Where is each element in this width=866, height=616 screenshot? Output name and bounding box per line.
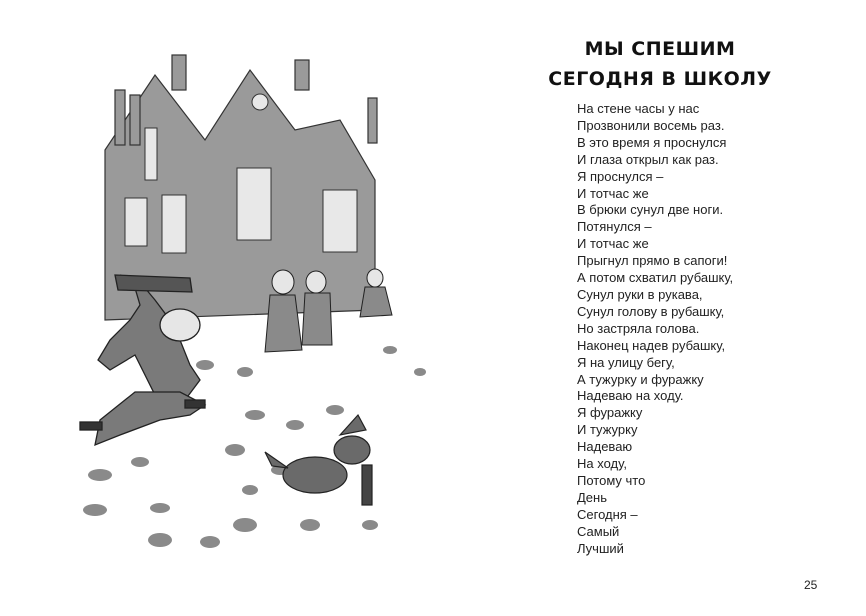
poem-line: Я фуражку (577, 405, 643, 421)
poem-line: Сунул голову в рубашку, (577, 303, 725, 319)
poem-line: И глаза открыл как раз. (577, 151, 719, 167)
poem-line: День (577, 489, 607, 505)
poem-line: И тотчас же (577, 185, 649, 201)
page-number: 25 (804, 578, 818, 592)
poem-line: А потом схватил рубашку, (577, 270, 734, 286)
poem-line: И тотчас же (577, 236, 649, 252)
poem-line: Но застряла голова. (577, 320, 700, 336)
poem-line: Лучший (577, 540, 624, 556)
poem-line: И тужурку (577, 422, 638, 438)
dog (265, 415, 372, 505)
poem-line: В брюки сунул две ноги. (577, 202, 724, 218)
poem-title-line-1: МЫ СПЕШИМ (584, 38, 736, 60)
poem-title (545, 34, 775, 94)
poem-line: Потянулся – (577, 219, 652, 235)
poem-line: Самый (577, 523, 620, 539)
poem-line: Потому что (577, 472, 646, 488)
poem-line: Прыгнул прямо в сапоги! (577, 253, 728, 269)
poem-line: Я проснулся – (577, 168, 664, 184)
poem-body (577, 101, 733, 557)
poem-line: Прозвонили восемь раз. (577, 117, 725, 133)
poem-line: Надеваю на ходу. (577, 388, 684, 404)
poem-line: На ходу, (577, 456, 627, 472)
cobblestones (83, 346, 426, 548)
poem-line: Я на улицу бегу, (577, 354, 675, 370)
poem-line: Наконец надев рубашку, (577, 337, 726, 353)
poem-line: Сунул руки в рукава, (577, 286, 703, 302)
poem-line: В это время я проснулся (577, 134, 727, 150)
poem-line: Сегодня – (577, 506, 638, 522)
poem-title-line-2: СЕГОДНЯ В ШКОЛУ (548, 68, 772, 90)
school-run-illustration (40, 20, 460, 565)
poem-line: А тужурку и фуражку (577, 371, 704, 387)
poem-line: Надеваю (577, 439, 633, 455)
poem-line: На стене часы у нас (577, 101, 700, 116)
